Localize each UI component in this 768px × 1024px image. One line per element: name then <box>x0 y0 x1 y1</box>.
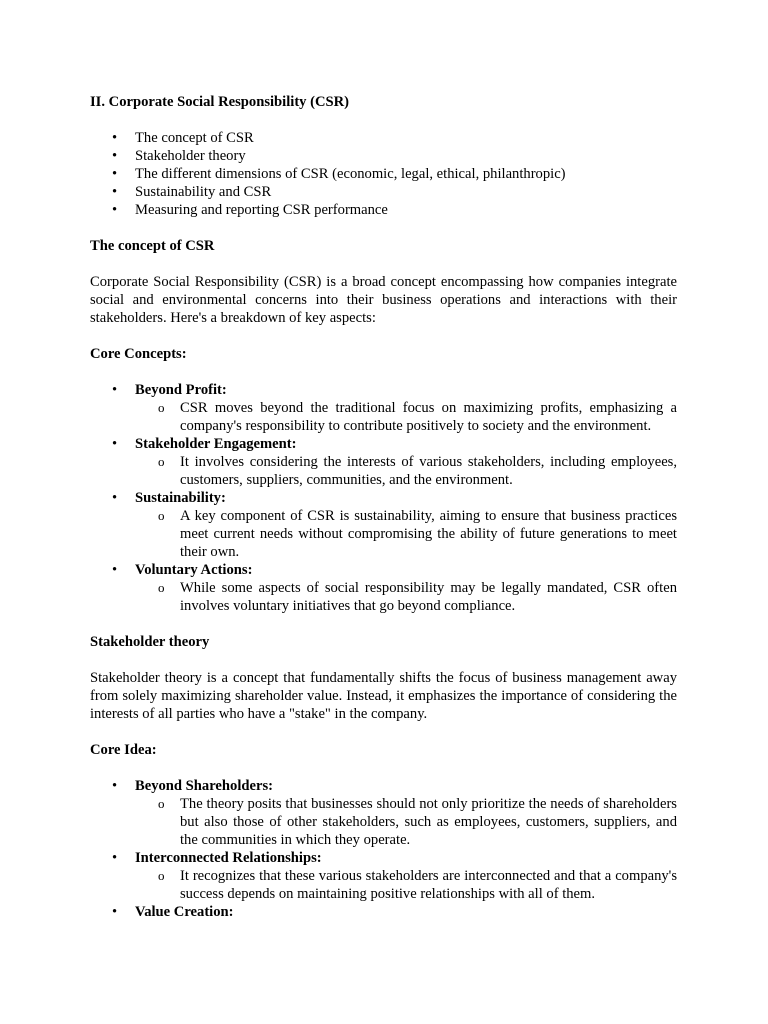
stakeholder-intro: Stakeholder theory is a concept that fundamentally shifts the focus of business management away from solely maximizing shareholder value. Instead, it emphasizes the importance of considering the interests of all parties who have a "stake" in the company. <box>90 670 677 722</box>
concept-heading: The concept of CSR <box>90 238 215 254</box>
core-concepts-heading: Core Concepts: <box>90 346 187 362</box>
core-idea-detail: o The theory posits that businesses should not only prioritize the needs of shareholders but also those of other stakeholders, such as employees, customers, suppliers, and the communities in which they operate. <box>135 795 677 849</box>
topic-item: • Measuring and reporting CSR performance <box>90 201 677 219</box>
core-concept-title: Sustainability: <box>135 490 226 506</box>
core-idea-detail: o It recognizes that these various stakeholders are interconnected and that a company's success depends on maintaining positive relationships with all of them. <box>135 867 677 903</box>
topic-list <box>90 129 677 219</box>
core-idea-item <box>90 849 677 903</box>
core-idea-title: Value Creation: <box>135 904 234 920</box>
core-idea-list <box>90 777 677 921</box>
topic-item: • The different dimensions of CSR (economic, legal, ethical, philanthropic) <box>90 165 677 183</box>
core-idea-title: Interconnected Relationships: <box>135 850 322 866</box>
core-concept-title: Beyond Profit: <box>135 382 227 398</box>
core-concept-item <box>90 561 677 615</box>
stakeholder-heading: Stakeholder theory <box>90 634 210 650</box>
core-concept-item <box>90 489 677 561</box>
topic-item: • The concept of CSR <box>90 129 677 147</box>
core-idea-heading: Core Idea: <box>90 742 157 758</box>
core-concept-detail: o A key component of CSR is sustainability, aiming to ensure that business practices meet current needs without compromising the ability of future generations to meet their own. <box>135 507 677 561</box>
core-idea-title: Beyond Shareholders: <box>135 778 273 794</box>
concept-intro: Corporate Social Responsibility (CSR) is a broad concept encompassing how companies integrate social and environmental concerns into their business operations and interactions with their stakeholders. Here's a breakdown of key aspects: <box>90 274 677 326</box>
core-concept-detail: o CSR moves beyond the traditional focus on maximizing profits, emphasizing a company's responsibility to contribute positively to society and the environment. <box>135 399 677 435</box>
document-page <box>90 93 677 921</box>
core-idea-item <box>90 903 677 921</box>
core-idea-item <box>90 777 677 849</box>
core-concept-item <box>90 381 677 435</box>
core-concepts-list <box>90 381 677 615</box>
core-concept-item <box>90 435 677 489</box>
section-title: II. Corporate Social Responsibility (CSR) <box>90 94 350 110</box>
core-concept-detail: o While some aspects of social responsibility may be legally mandated, CSR often involves voluntary initiatives that go beyond compliance. <box>135 579 677 615</box>
core-concept-title: Stakeholder Engagement: <box>135 436 297 452</box>
topic-item: • Stakeholder theory <box>90 147 677 165</box>
core-concept-title: Voluntary Actions: <box>135 562 253 578</box>
core-concept-detail: o It involves considering the interests of various stakeholders, including employees, customers, suppliers, communities, and the environment. <box>135 453 677 489</box>
topic-item: • Sustainability and CSR <box>90 183 677 201</box>
